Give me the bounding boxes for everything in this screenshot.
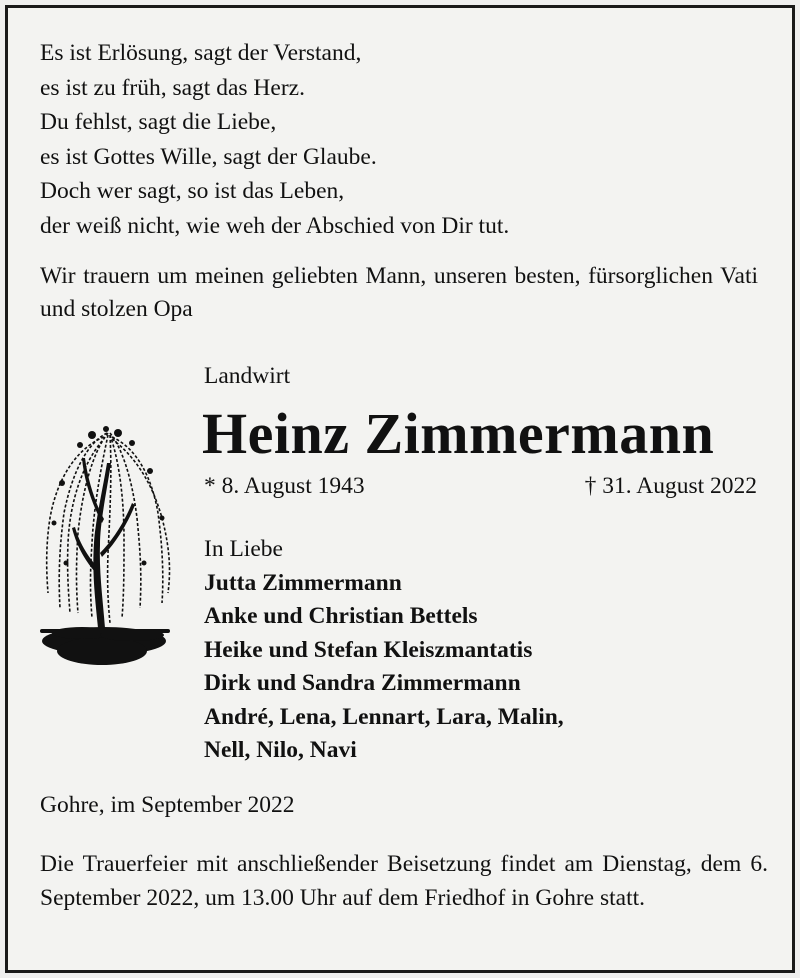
poem-line: es ist Gottes Wille, sagt der Glaube. — [40, 143, 377, 170]
obituary-notice — [5, 5, 795, 973]
death-date: † 31. August 2022 — [584, 473, 757, 499]
deceased-name: Heinz Zimmermann — [202, 401, 715, 466]
mourner: Heike und Stefan Kleiszmantatis — [204, 636, 533, 663]
mourner: Nell, Nilo, Navi — [204, 737, 357, 763]
mourner: André, Lena, Lennart, Lara, Malin, — [204, 703, 564, 730]
birth-date: * 8. August 1943 — [204, 473, 365, 499]
mourners-list — [204, 533, 564, 768]
mourner: Anke und Christian Bettels — [204, 603, 478, 629]
poem-line: der weiß nicht, wie weh der Abschied von Dir tut. — [40, 212, 510, 239]
mourner: Jutta Zimmermann — [204, 569, 402, 596]
occupation: Landwirt — [204, 363, 291, 389]
ceremony-info: Die Trauerfeier mit anschließender Beisetzung findet am Dienstag, dem 6. September 2022, um 13.00 Uhr auf dem Friedhof in Gohre statt. — [40, 851, 768, 911]
place-date: Gohre, im September 2022 — [40, 792, 295, 818]
weeping-willow-icon — [32, 423, 177, 681]
poem-line: es ist zu früh, sagt das Herz. — [40, 74, 305, 101]
mourning-intro: Wir trauern um meinen geliebten Mann, unseren besten, fürsorglichen Vati und stolzen Opa — [40, 263, 758, 322]
poem-line: Du fehlst, sagt die Liebe, — [40, 109, 277, 135]
mourners-lead: In Liebe — [204, 536, 283, 562]
mourner: Dirk und Sandra Zimmermann — [204, 670, 521, 696]
poem-line: Doch wer sagt, so ist das Leben, — [40, 178, 345, 204]
poem-line: Es ist Erlösung, sagt der Verstand, — [40, 40, 362, 66]
poem — [40, 36, 509, 243]
